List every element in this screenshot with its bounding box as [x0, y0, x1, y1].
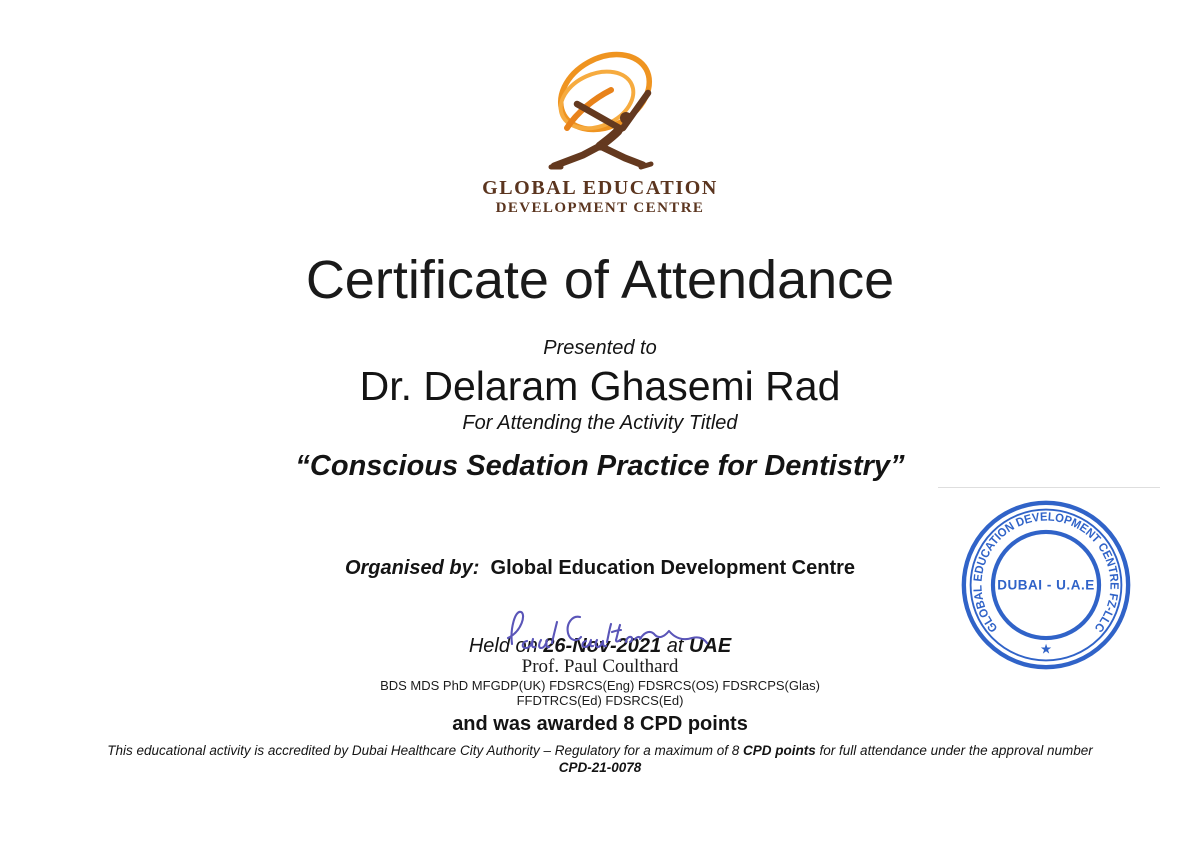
at-label: at: [661, 635, 689, 657]
credentials-line1: BDS MDS PhD MFGDP(UK) FDSRCS(Eng) FDSRCS(OS) FDSRCPS(Glas): [380, 678, 820, 693]
recipient-name: Dr. Delaram Ghasemi Rad: [359, 363, 841, 409]
logo-name-line2: DEVELOPMENT CENTRE: [495, 200, 705, 216]
atlas-globe-logo-icon: [515, 46, 685, 176]
activity-title: “Conscious Sedation Practice for Dentistry”: [295, 450, 905, 482]
stamp-star-icon: ★: [1039, 641, 1053, 657]
logo-name-line1: GLOBAL EDUCATION: [482, 177, 718, 199]
attending-label: For Attending the Activity Titled: [462, 412, 738, 434]
accreditation-text: [0, 743, 1200, 758]
awarded-line: and was awarded 8 CPD points: [452, 713, 748, 735]
organised-by-label: Organised by:: [344, 557, 491, 579]
approval-number: CPD-21-0078: [558, 760, 642, 775]
stamp-seal: [942, 481, 1150, 689]
accreditation-suffix: for full attendance under the approval number: [815, 743, 1093, 758]
event-location: UAE: [688, 635, 732, 657]
event-date: 26-Nov-2021: [543, 635, 662, 657]
signature-image: [500, 604, 710, 654]
organiser-name: Global Education Development Centre: [490, 557, 856, 579]
stamp-ring-text: GLOBAL EDUCATION DEVELOPMENT CENTRE FZ-LLC: [970, 509, 1122, 636]
credentials-line2: FFDTRCS(Ed) FDSRCS(Ed): [516, 692, 684, 708]
stamp-center-text: DUBAI - U.A.E: [997, 577, 1095, 593]
accreditation-prefix: This educational activity is accredited by Dubai Healthcare City Authority – Regulatory for a maximum of 8: [107, 743, 744, 758]
presented-to-label: Presented to: [543, 337, 657, 359]
certificate-title: Certificate of Attendance: [305, 250, 895, 310]
signatory-name: Prof. Paul Coulthard: [521, 656, 679, 677]
accreditation-cpd-points: CPD points: [743, 743, 816, 758]
held-on-label: Held on: [468, 635, 544, 657]
